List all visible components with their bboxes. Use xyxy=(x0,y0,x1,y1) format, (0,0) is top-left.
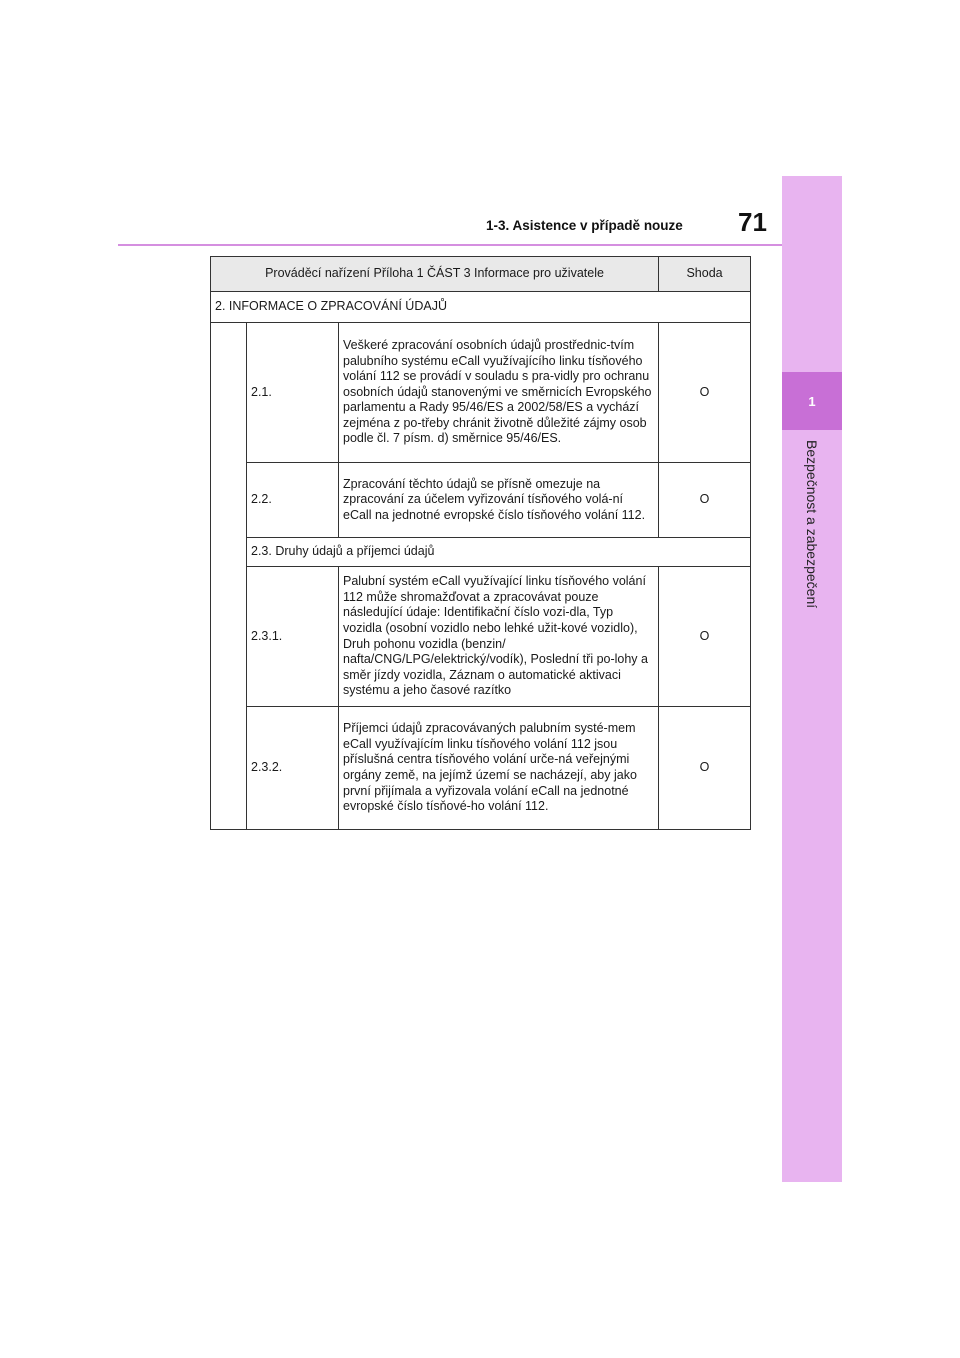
table-row xyxy=(211,567,751,707)
page-number: 71 xyxy=(738,207,767,237)
row-number: 2.3.2. xyxy=(247,707,339,830)
table-row xyxy=(211,707,751,830)
indent-cell xyxy=(211,323,247,830)
section-header: 1-3. Asistence v případě nouze xyxy=(486,218,683,233)
chapter-title: Bezpečnost a zabezpečení xyxy=(804,440,820,609)
section-title: 2. INFORMACE O ZPRACOVÁNÍ ÚDAJŮ xyxy=(211,292,751,323)
row-number: 2.1. xyxy=(247,323,339,463)
subsection-row xyxy=(211,538,751,567)
column-header-compliance: Shoda xyxy=(659,257,751,292)
chapter-number-badge xyxy=(782,372,842,430)
table-row xyxy=(211,463,751,538)
subsection-title: 2.3. Druhy údajů a příjemci údajů xyxy=(247,538,751,567)
row-compliance: O xyxy=(659,323,751,463)
row-number: 2.3.1. xyxy=(247,567,339,707)
header-divider xyxy=(118,244,782,246)
row-compliance: O xyxy=(659,707,751,830)
row-compliance: O xyxy=(659,567,751,707)
section-row xyxy=(211,292,751,323)
chapter-side-tab xyxy=(782,176,842,1182)
row-text: Příjemci údajů zpracovávaných palubním systé-mem eCall využívajícím linku tísňového volání 112 jsou příslušná centra tísňového volání urče-ná veřejnými orgány země, na jejímž území se nacházejí, aby jako první přijímala a vyřizovala volání eCall na jednotné evropské číslo tísňové-ho volání 112. xyxy=(339,707,659,830)
chapter-number: 1 xyxy=(808,393,816,409)
table-row xyxy=(211,323,751,463)
row-number: 2.2. xyxy=(247,463,339,538)
row-text: Veškeré zpracování osobních údajů prostřednic-tvím palubního systému eCall využívajícího linku tísňového volání 112 se provádí v souladu s pra-vidly pro ochranu osobních údajů stanovenými ve směrnicích Evropského parlamentu a Rady 95/46/ES a 2002/58/ES a vychází zejména z po-třeby chránit životně důležité zájmy osob podle čl. 7 písm. d) směrnice 95/46/ES. xyxy=(339,323,659,463)
row-text: Zpracování těchto údajů se přísně omezuje na zpracování za účelem vyřizování tísňového volá-ní eCall na jednotné evropské číslo tísňového volání 112. xyxy=(339,463,659,538)
table-header-row xyxy=(211,257,751,292)
column-header-requirement: Prováděcí nařízení Příloha 1 ČÁST 3 Informace pro uživatele xyxy=(211,257,659,292)
row-text: Palubní systém eCall využívající linku tísňového volání 112 může shromažďovat a zpracovávat pouze následující údaje: Identifikační číslo vozi-dla, Typ vozidla (osobní vozidlo nebo lehké užit-kové vozidlo), Druh pohonu vozidla (benzin/ nafta/CNG/LPG/elektrický/vodík), Poslední tři po-lohy a směr jízdy vozidla, Záznam o automatické aktivaci systému a jeho časové razítko xyxy=(339,567,659,707)
compliance-table xyxy=(210,256,751,830)
row-compliance: O xyxy=(659,463,751,538)
